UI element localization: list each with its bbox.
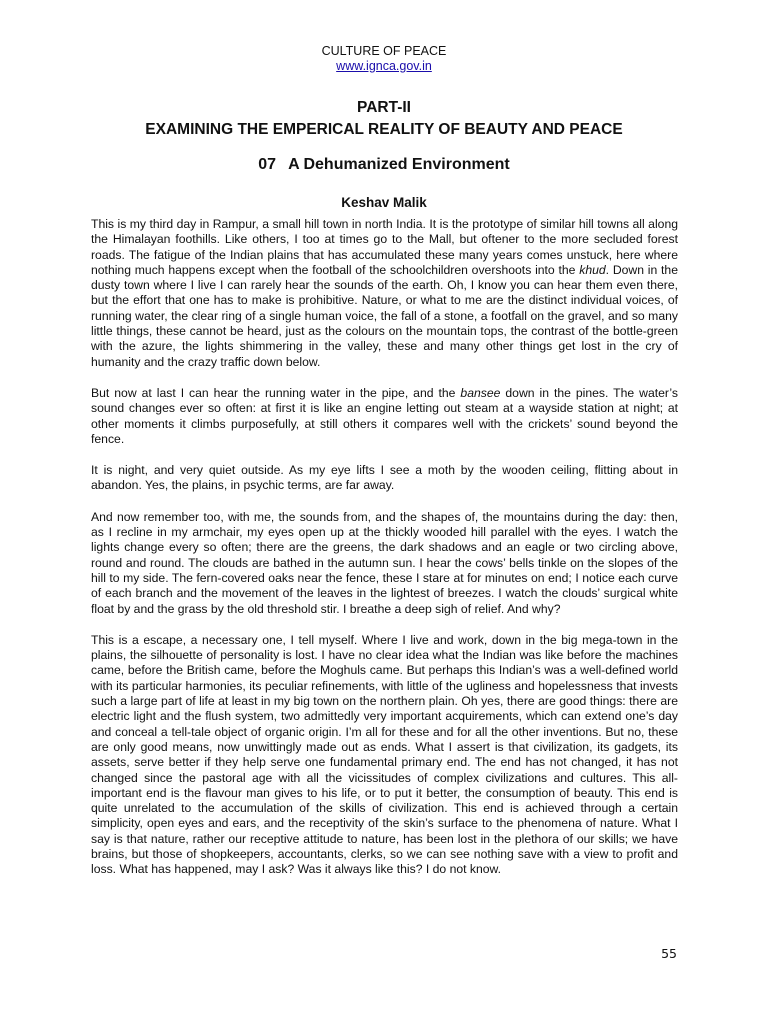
- page-header: [0, 44, 768, 74]
- paragraph-1-text-b: . Down in the dusty town where I live I can rarely hear the sounds of the earth. Oh, I know you can hear them even there, but the effort that one has to make is prohibitive. Nature, or what to me are the distinct individual voices, of running water, the clear ring of a single human voice, the fall of a stone, a footfall on the gravel, and so many little things, these cannot be heard, just as the colours on the mountain tops, the contrast of the bottle-green with the azure, the lights shimmering in the valley, these and many other things get lost in the cry of humanity and the crazy traffic down below.: [91, 262, 678, 369]
- paragraph-2: [91, 386, 678, 447]
- paragraph-2-text-a: But now at last I can hear the running water in the pipe, and the: [91, 385, 461, 400]
- part-heading: [0, 97, 768, 141]
- italic-term-bansee: bansee: [460, 385, 501, 400]
- part-label: PART-II: [357, 99, 411, 116]
- chapter-number: 07: [258, 156, 277, 173]
- paragraph-2-text-b: down in the pines. The water’s sound changes ever so often: at first it is like an engine letting out steam at a wayside station at night; at other moments it climbs purposefully, at still others it compares well with the crickets’ sound beyond the fence.: [91, 385, 678, 446]
- paragraph-1-text-a: This is my third day in Rampur, a small hill town in north India. It is the prototype of similar hill towns all along the Himalayan foothills. Like others, I too at times go to the Mall, but oftener to the more secluded forest roads. The fatigue of the Indian plains that has accumulated these many years comes unstuck, here where nothing much happens except when the football of the schoolchildren overshoots into the: [91, 217, 678, 277]
- part-title: EXAMINING THE EMPERICAL REALITY OF BEAUTY AND PEACE: [145, 121, 623, 138]
- paragraph-1: [91, 217, 678, 370]
- paragraph-5: This is a escape, a necessary one, I tell myself. Where I live and work, down in the big mega-town in the plains, the silhouette of personality is lost. I have no clear idea what the Indian was like before the machines came, before the British came, before the Moghuls came. But perhaps this Indian’s was a well-defined world with its particular harmonies, its peculiar refinements, with little of the ugliness and hopelessness that invests such a large part of life at least in my big town on the northern plain. Oh yes, there are good things: there are electric light and the flush system, two admittedly very important acquirements, which can extend one’s day and conceal a tell-tale object of organic origin. I’m all for these and for all the other inventions. But no, these are only good means, now unwittingly made out as ends. What I assert is that civilization, its gadgets, its assets, serve better if they help serve one fundamental primary end. The end has not changed, it has not changed since the pastoral age with all the vicissitudes of complex civilizations and cultures. This all-important end is the flavour man gives to his life, or to put it better, the consumption of beauty. This end is quite unrelated to the accumulation of the skills of civilization. This end is achieved through a certain simplicity, open eyes and ears, and the receptivity of the skin’s surface to the phenomena of nature. What I say is that nature, rather our receptive attitude to nature, has been lost in the plethora of our skills; we have brains, but those of shopkeepers, accountants, clerks, so we can see nothing save with a view to profit and loss. What has happened, may I ask? Was it always like this? I do not know.: [91, 632, 678, 877]
- italic-term-khud: khud: [579, 262, 606, 277]
- chapter-title: A Dehumanized Environment: [288, 156, 510, 173]
- paragraph-3: It is night, and very quiet outside. As my eye lifts I see a moth by the wooden ceiling, flitting about in abandon. Yes, the plains, in psychic terms, are far away.: [91, 463, 678, 493]
- author-name: Keshav Malik: [341, 195, 427, 210]
- article-body: [91, 217, 678, 894]
- page-number: 55: [661, 946, 677, 961]
- paragraph-4: And now remember too, with me, the sounds from, and the shapes of, the mountains during the day: then, as I recline in my armchair, my eyes open up at the thickly wooded hill parallel with the eyes. I watch the lights change every so often; there are the greens, the dark shadows and an eagle or two circling above, round and round. The clouds are bathed in the autumn sun. I hear the cows’ bells tinkle on the slopes of the hill to my side. The fern-covered oaks near the fence, these I stare at for minutes on end; I notice each curve of each branch and the movement of the leaves in the lightest of breezes. I watch the clouds’ surgical white float by and the grass by the old threshold stir. I breathe a deep sigh of relief. And why?: [91, 509, 678, 616]
- website-link[interactable]: www.ignca.gov.in: [336, 59, 432, 73]
- publication-title: CULTURE OF PEACE: [321, 44, 447, 58]
- chapter-heading: [0, 155, 768, 175]
